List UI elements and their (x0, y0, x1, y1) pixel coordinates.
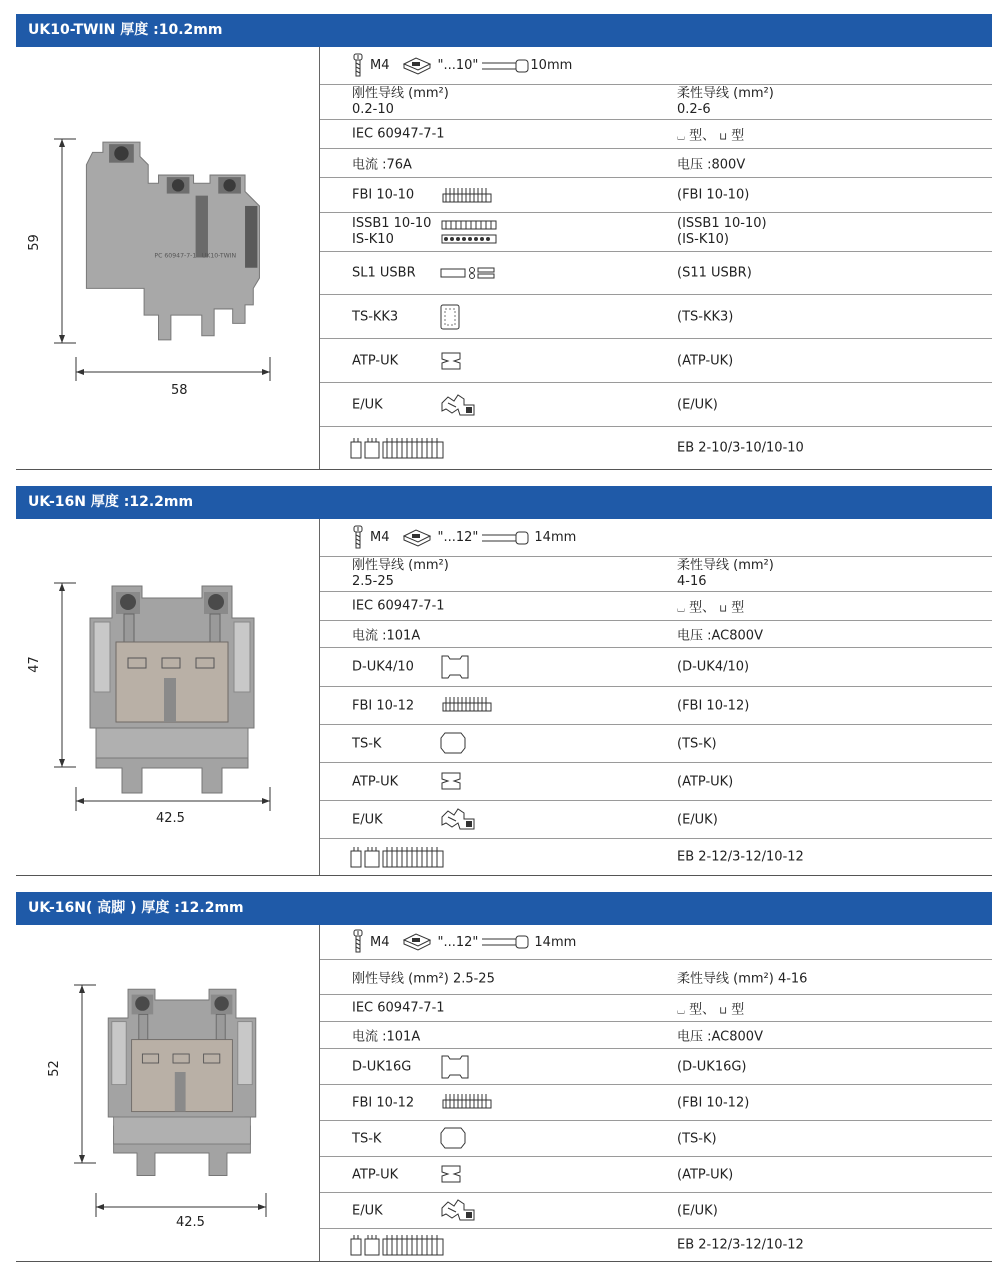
spec-row-standard (320, 995, 992, 1022)
dimension-lines (36, 577, 296, 817)
accessory-row: D-UK4/10 (D-UK4/10) (320, 648, 992, 687)
standard: IEC 60947-7-1 (352, 1000, 445, 1016)
wire-specs (352, 929, 580, 955)
section-body (16, 519, 992, 876)
separating-plate-icon (440, 1127, 466, 1149)
u-bracket-icon: ⊔ (719, 131, 728, 143)
spec-row-conductor (320, 557, 992, 592)
comb-bridge-icon (442, 186, 492, 206)
accessory-row: E/UK (E/UK) (320, 1193, 992, 1229)
dimension-height: 59 (26, 234, 42, 251)
accessory-row: FBI 10-12 (FBI 10-12) (320, 687, 992, 725)
accessory-row: TS-KK3 (TS-KK3) (320, 295, 992, 339)
accessory-row: ISSB1 10-10 IS-K10 (ISSB1 10-10) (IS-K10) (320, 213, 992, 252)
u-bracket-icon: ⌴ (677, 603, 685, 615)
accessory-row: E/UK (E/UK) (320, 383, 992, 427)
strip-length: 14mm (534, 934, 577, 950)
screw-size: M4 (370, 530, 390, 545)
wire-specs (352, 53, 576, 79)
dimension-lines (56, 981, 296, 1221)
switching-lever-icon (440, 266, 496, 280)
spec-row-standard (320, 120, 992, 149)
strip-tool-icon (402, 56, 432, 76)
spec-row-rating (320, 1022, 992, 1049)
spec-table (320, 47, 992, 469)
current-rating: 电流 :76A (352, 157, 412, 173)
section-title: UK10-TWIN 厚度 :10.2mm (16, 14, 992, 47)
spec-row-wire (320, 925, 992, 960)
end-clamp-icon (440, 393, 476, 417)
spec-table (320, 925, 992, 1261)
rigid-value: 0.2-10 (352, 102, 394, 117)
section-title: UK-16N( 高脚 ) 厚度 :12.2mm (16, 892, 992, 925)
wire-specs (352, 525, 580, 551)
end-bracket-icon (350, 845, 446, 869)
strip-gauge: "...12" (437, 934, 479, 950)
u-bracket-icon: ⌴ (677, 1005, 685, 1017)
current-rating: 电流 :101A (352, 628, 421, 644)
separating-plate-icon (440, 304, 460, 330)
standard: IEC 60947-7-1 (352, 126, 445, 142)
accessory-row: FBI 10-12 (FBI 10-12) (320, 1085, 992, 1121)
accessory-row: ATP-UK (ATP-UK) (320, 339, 992, 383)
comb-bridge-icon (442, 1092, 492, 1112)
section-title: UK-16N 厚度 :12.2mm (16, 486, 992, 519)
screw-icon (352, 525, 364, 551)
end-clamp-icon (440, 1198, 476, 1222)
accessory-row: D-UK16G (D-UK16G) (320, 1049, 992, 1085)
section-uk10-twin (16, 14, 992, 470)
voltage-rating: 电压 :AC800V (677, 1029, 763, 1045)
partition-plate-icon (440, 1164, 462, 1184)
terminal-type: ⌴ 型、 ⊔ 型 (677, 128, 745, 144)
accessory-row: SL1 USBR (S11 USBR) (320, 252, 992, 295)
strip-length: 14mm (534, 530, 577, 545)
rigid-label: 刚性导线 (mm²) (352, 558, 449, 573)
rigid-label: 刚性导线 (mm²) (352, 86, 449, 101)
flex-label: 柔性导线 (mm²) 4-16 (677, 971, 808, 987)
spec-row-rating (320, 149, 992, 178)
strip-tool-icon (402, 528, 432, 548)
flex-value: 4-16 (677, 574, 707, 589)
spec-row-conductor (320, 85, 992, 120)
accessory-row: EB 2-12/3-12/10-12 (320, 839, 992, 875)
u-bracket-icon: ⌴ (677, 131, 685, 143)
section-body (16, 47, 992, 470)
u-bracket-icon: ⊔ (719, 603, 728, 615)
spec-row-standard (320, 592, 992, 621)
end-bracket-icon (350, 436, 446, 460)
accessory-row: ATP-UK (ATP-UK) (320, 763, 992, 801)
screw-size: M4 (370, 934, 390, 950)
flex-value: 0.2-6 (677, 102, 711, 117)
wire-strip-icon (482, 59, 530, 73)
section-uk-16n (16, 486, 992, 876)
accessory-row: EB 2-10/3-10/10-10 (320, 427, 992, 469)
current-rating: 电流 :101A (352, 1029, 421, 1045)
end-clamp-icon (440, 807, 476, 831)
insertion-bridge-icon (440, 219, 498, 245)
flex-label: 柔性导线 (mm²) (677, 86, 774, 101)
u-bracket-icon: ⊔ (719, 1005, 728, 1017)
wire-strip-icon (482, 531, 530, 545)
accessory-row: ATP-UK (ATP-UK) (320, 1157, 992, 1193)
strip-length: 10mm (530, 58, 573, 73)
end-cover-icon (440, 1054, 470, 1080)
accessory-row: EB 2-12/3-12/10-12 (320, 1229, 992, 1261)
wire-strip-icon (482, 935, 530, 949)
rigid-label: 刚性导线 (mm²) 2.5-25 (352, 971, 495, 987)
dimension-width: 42.5 (176, 1215, 205, 1230)
comb-bridge-icon (442, 695, 492, 715)
rigid-value: 2.5-25 (352, 574, 394, 589)
screw-icon (352, 929, 364, 955)
dimension-width: 58 (171, 383, 188, 398)
separating-plate-icon (440, 732, 466, 754)
spec-row-wire (320, 47, 992, 85)
spec-row-conductor (320, 960, 992, 995)
section-body (16, 925, 992, 1262)
terminal-type: ⌴ 型、 ⊔ 型 (677, 1002, 745, 1018)
section-uk-16n-high (16, 892, 992, 1262)
dimension-height: 52 (46, 1060, 62, 1077)
standard: IEC 60947-7-1 (352, 598, 445, 614)
partition-plate-icon (440, 771, 462, 791)
strip-gauge: "...12" (437, 530, 479, 545)
accessory-row: TS-K (TS-K) (320, 1121, 992, 1157)
end-cover-icon (440, 654, 470, 680)
terminal-type: ⌴ 型、 ⊔ 型 (677, 600, 745, 616)
screw-icon (352, 53, 364, 79)
screw-size: M4 (370, 58, 390, 73)
voltage-rating: 电压 :AC800V (677, 628, 763, 644)
voltage-rating: 电压 :800V (677, 157, 746, 173)
strip-gauge: "...10" (437, 58, 479, 73)
dimension-lines (36, 133, 296, 393)
partition-plate-icon (440, 351, 462, 371)
spec-row-wire (320, 519, 992, 557)
dimension-width: 42.5 (156, 811, 185, 826)
spec-table (320, 519, 992, 875)
strip-tool-icon (402, 932, 432, 952)
dimension-height: 47 (26, 656, 42, 673)
end-bracket-icon (350, 1233, 446, 1257)
accessory-row: FBI 10-10 (FBI 10-10) (320, 178, 992, 213)
flex-label: 柔性导线 (mm²) (677, 558, 774, 573)
accessory-row: TS-K (TS-K) (320, 725, 992, 763)
spec-row-rating (320, 621, 992, 648)
accessory-row: E/UK (E/UK) (320, 801, 992, 839)
